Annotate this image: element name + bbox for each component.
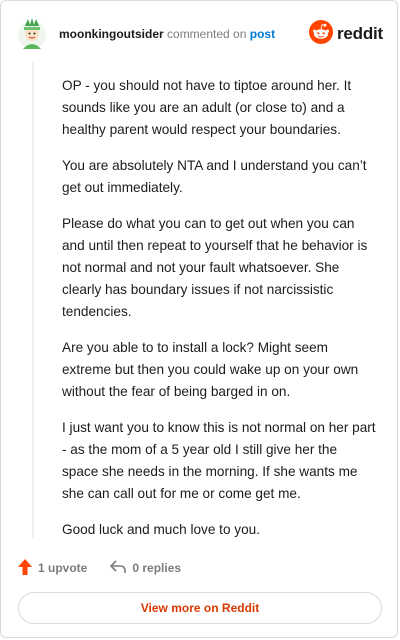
- reddit-logo[interactable]: [309, 20, 383, 49]
- replies-count: 0 replies: [132, 561, 182, 575]
- upvote-count: 1 upvote: [38, 561, 88, 575]
- comment-paragraph: Please do what you can to get out when you can and until then repeat to yourself that he behavior is not normal and not your fault whatsoever. She clearly has boundary issues if not narcissistic tendencies.: [62, 216, 368, 319]
- avatar-icon[interactable]: [17, 17, 47, 51]
- comment-actions: [17, 557, 181, 579]
- comment-paragraph: Are you able to to install a lock? Might seem extreme but then you could wake up on your own without the fear of being barged in on.: [62, 340, 359, 399]
- thread-line[interactable]: [32, 61, 34, 539]
- upvote-arrow-icon: [17, 558, 33, 579]
- comment-paragraph: OP - you should not have to tiptoe around her. It sounds like you are an adult (or close to) and a healthy parent would respect your boundaries.: [62, 78, 352, 137]
- comment-body: [62, 75, 376, 555]
- post-link[interactable]: post: [249, 27, 276, 41]
- comment-meta: [59, 26, 275, 42]
- username-link[interactable]: moonkingoutsider: [59, 27, 164, 41]
- reddit-snoo-icon: [309, 20, 333, 49]
- comment-paragraph: Good luck and much love to you.: [62, 522, 260, 537]
- comment-paragraph: I just want you to know this is not normal on her part - as the mom of a 5 year old I still give her the space she needs in the morning. If she wants me she can call out for me or come get me.: [62, 420, 376, 501]
- view-more-button[interactable]: View more on Reddit: [18, 592, 382, 624]
- replies-button[interactable]: [109, 559, 181, 578]
- reply-arrow-icon: [109, 559, 127, 578]
- comment-paragraph: You are absolutely NTA and I understand you can’t get out immediately.: [62, 158, 367, 195]
- comment-header: [17, 17, 383, 51]
- action-text: commented on: [167, 27, 247, 41]
- upvote-button[interactable]: [17, 558, 87, 579]
- reddit-wordmark: reddit: [336, 24, 383, 43]
